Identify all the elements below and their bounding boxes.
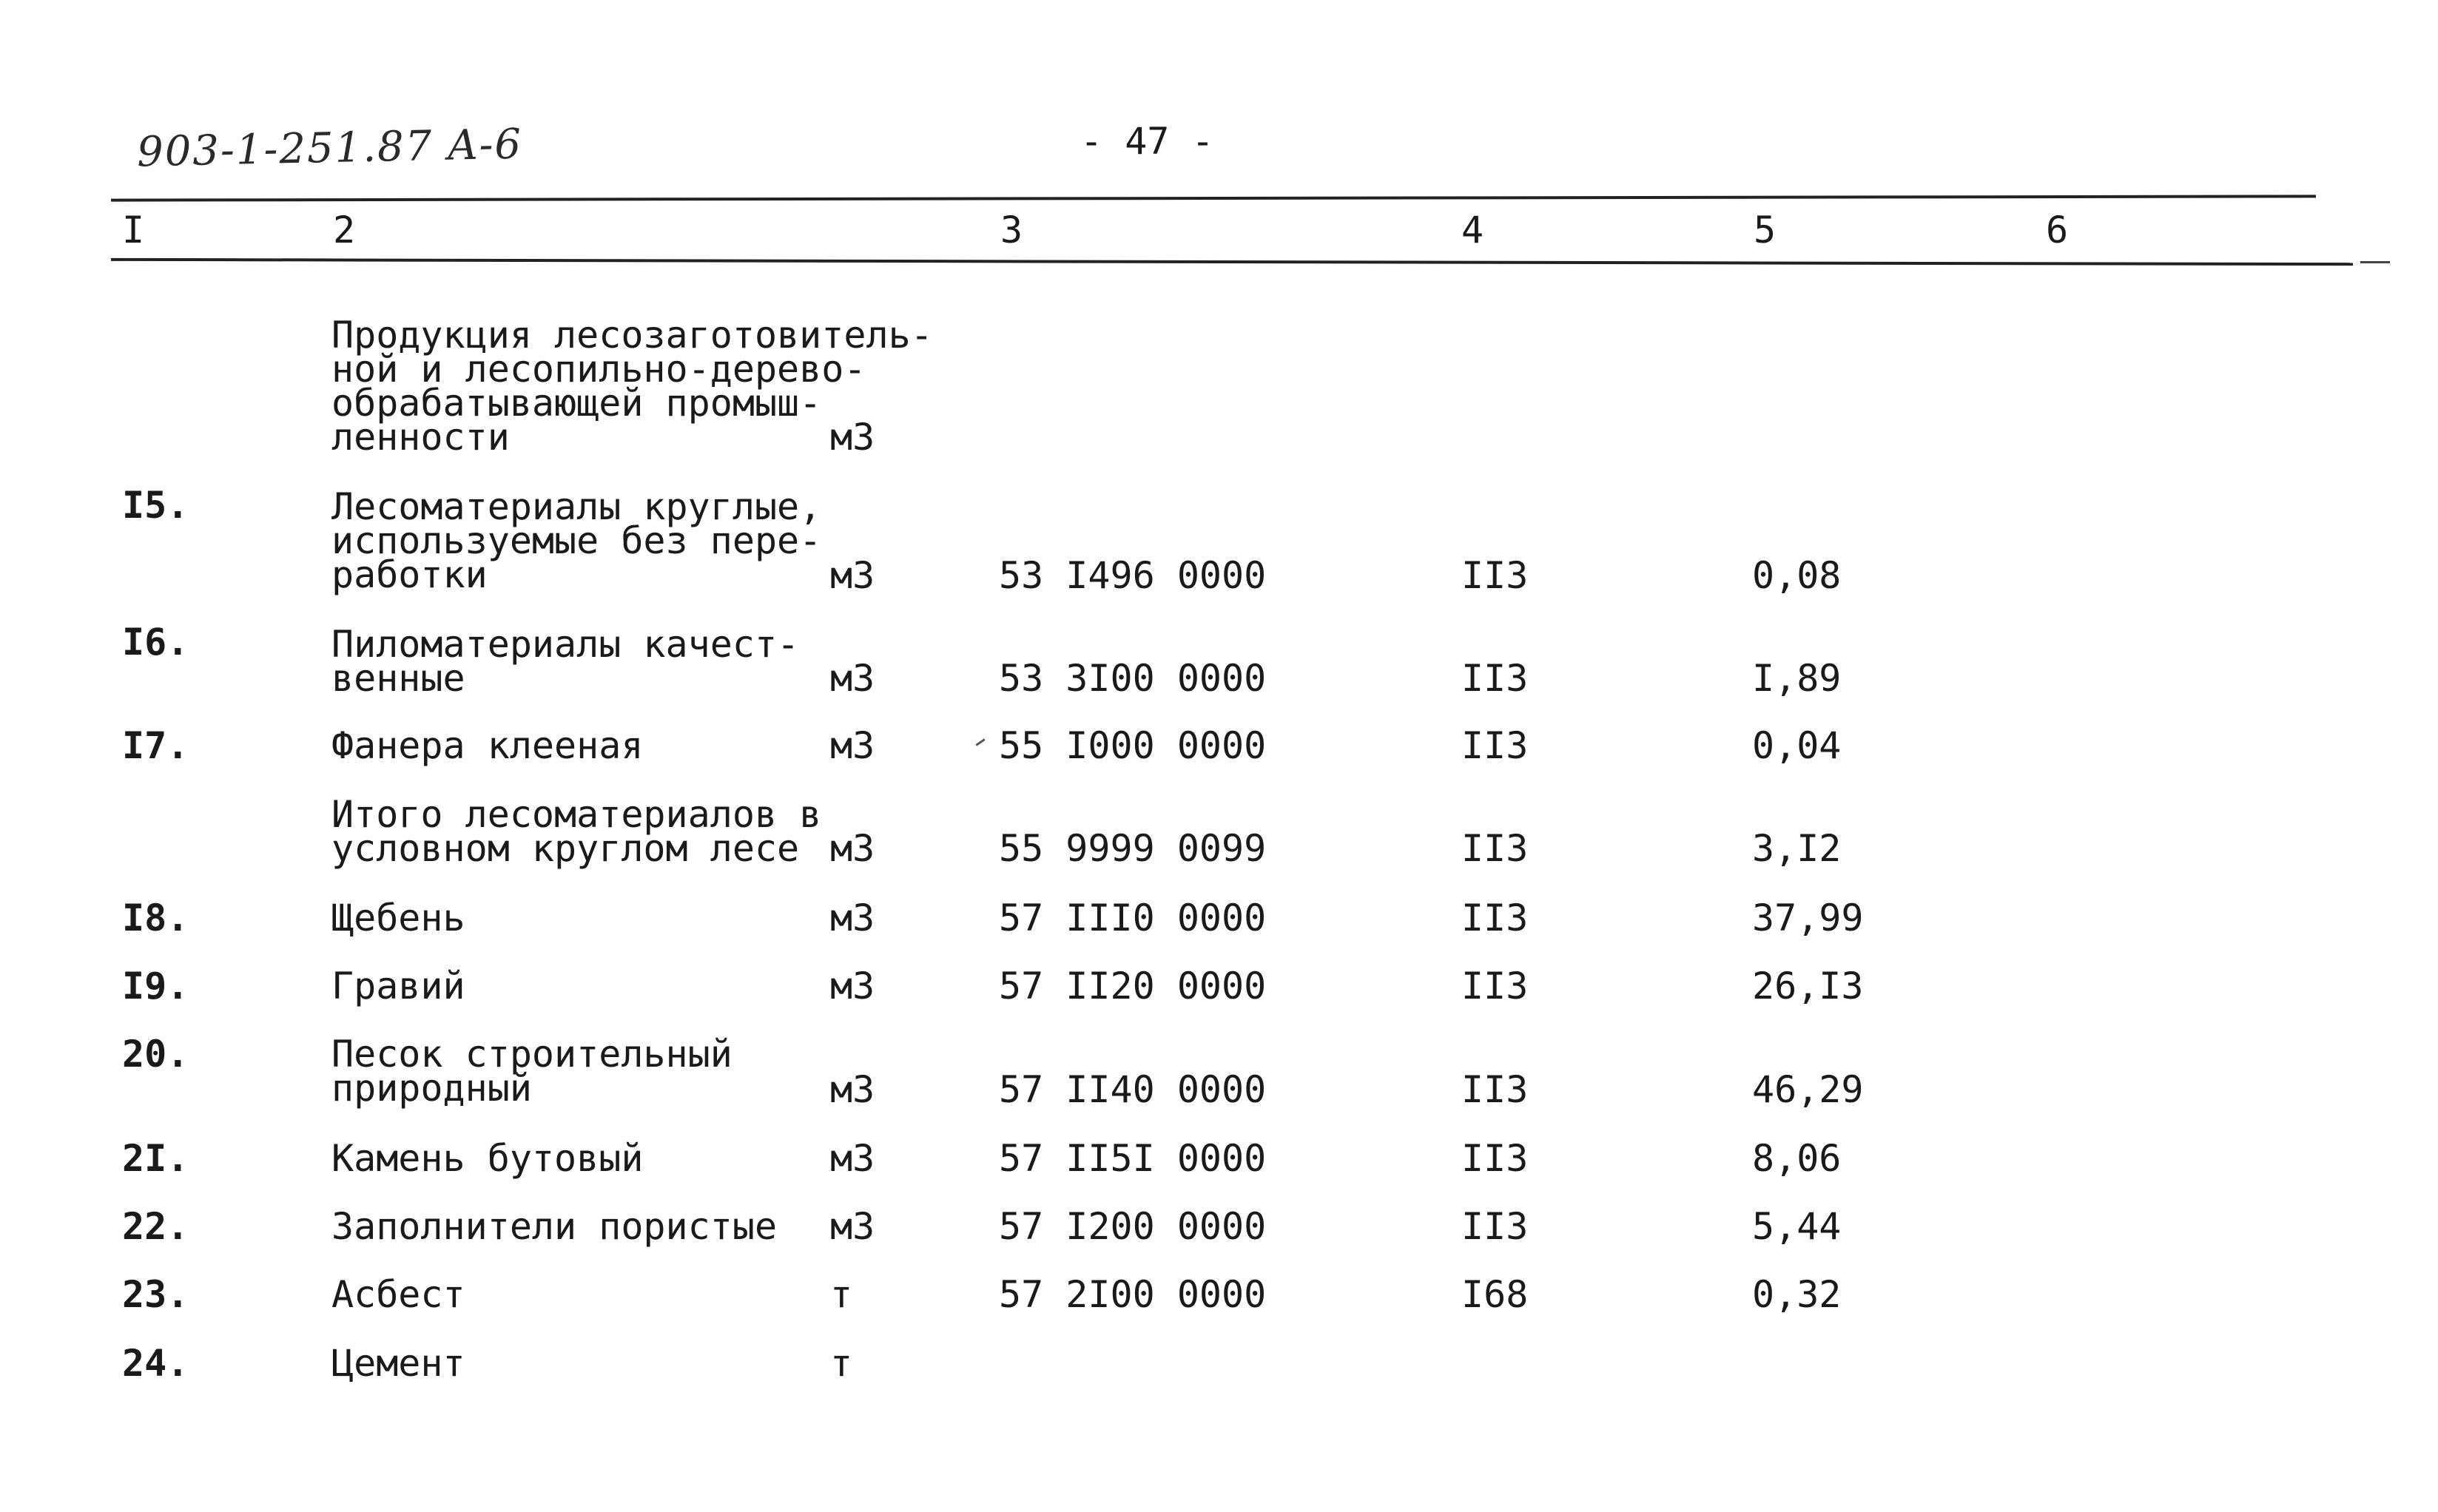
pen-tick-mark bbox=[975, 738, 985, 746]
doc-code-handwritten: 903-1-251.87 A-6 bbox=[136, 120, 523, 177]
row-unit: м3 bbox=[830, 416, 875, 459]
col-header-2: 2 bbox=[333, 209, 356, 252]
row-col4: II3 bbox=[1461, 965, 1529, 1008]
row-col4: II3 bbox=[1461, 554, 1529, 597]
row-name: Асбест bbox=[331, 1273, 465, 1316]
col-header-4: 4 bbox=[1461, 209, 1484, 252]
row-number: I7. bbox=[122, 724, 189, 767]
row-col5: 3,I2 bbox=[1752, 827, 1842, 870]
row-col5: 0,08 bbox=[1752, 554, 1842, 597]
row-unit: м3 bbox=[830, 554, 875, 597]
page-number: - 47 - bbox=[1080, 120, 1214, 163]
row-name: Фанера клееная bbox=[331, 724, 644, 767]
row-number: I5. bbox=[122, 484, 189, 527]
row-unit: м3 bbox=[830, 724, 875, 767]
table-top-rule bbox=[111, 195, 2316, 201]
row-col5: 26,I3 bbox=[1752, 965, 1864, 1008]
row-number: 23. bbox=[122, 1273, 189, 1316]
row-unit: м3 bbox=[830, 1137, 875, 1180]
col-header-6: 6 bbox=[2046, 209, 2069, 252]
row-name: Заполнители пористые bbox=[331, 1205, 778, 1248]
row-col4: II3 bbox=[1461, 1068, 1529, 1111]
row-col4: II3 bbox=[1461, 897, 1529, 939]
row-code: 55 I000 0000 bbox=[999, 724, 1267, 767]
row-code: 57 II40 0000 bbox=[999, 1068, 1267, 1111]
row-name: Песок строительный природный bbox=[331, 1033, 733, 1110]
row-unit: м3 bbox=[830, 965, 875, 1008]
row-code: 57 I200 0000 bbox=[999, 1205, 1267, 1248]
row-name: Камень бутовый bbox=[331, 1137, 644, 1180]
row-col5: 5,44 bbox=[1752, 1205, 1842, 1248]
row-col5: I,89 bbox=[1752, 657, 1842, 700]
table-header-rule-dash bbox=[2360, 261, 2390, 263]
row-name: Щебень bbox=[331, 897, 465, 939]
row-col4: II3 bbox=[1461, 827, 1529, 870]
row-code: 53 I496 0000 bbox=[999, 554, 1267, 597]
row-name: Пиломатериалы качест- венные bbox=[331, 623, 800, 700]
row-code: 55 9999 0099 bbox=[999, 827, 1267, 870]
row-number: I6. bbox=[122, 621, 189, 664]
col-header-5: 5 bbox=[1754, 209, 1777, 252]
row-col4: II3 bbox=[1461, 657, 1529, 700]
row-col5: 37,99 bbox=[1752, 897, 1864, 939]
col-header-3: 3 bbox=[1000, 209, 1023, 252]
row-code: 57 2I00 0000 bbox=[999, 1273, 1267, 1316]
row-col5: 8,06 bbox=[1752, 1137, 1842, 1180]
row-name: Итого лесоматериалов в условном круглом лесе bbox=[331, 793, 822, 870]
col-header-1: I bbox=[122, 209, 145, 252]
row-code: 57 II5I 0000 bbox=[999, 1137, 1267, 1180]
row-col5: 46,29 bbox=[1752, 1068, 1864, 1111]
row-code: 53 3I00 0000 bbox=[999, 657, 1267, 700]
row-name: Лесоматериалы круглые, используемые без пере- работки bbox=[331, 485, 822, 596]
row-code: 57 III0 0000 bbox=[999, 897, 1267, 939]
row-col4: II3 bbox=[1461, 1205, 1529, 1248]
row-code: 57 II20 0000 bbox=[999, 965, 1267, 1008]
row-unit: м3 bbox=[830, 827, 875, 870]
row-number: 24. bbox=[122, 1342, 189, 1385]
row-col4: II3 bbox=[1461, 724, 1529, 767]
row-col4: II3 bbox=[1461, 1137, 1529, 1180]
row-col5: 0,32 bbox=[1752, 1273, 1842, 1316]
row-name: Гравий bbox=[331, 965, 465, 1008]
row-number: 22. bbox=[122, 1205, 189, 1248]
row-unit: м3 bbox=[830, 657, 875, 700]
row-unit: м3 bbox=[830, 1068, 875, 1111]
row-unit: м3 bbox=[830, 1205, 875, 1248]
row-unit: т bbox=[830, 1273, 853, 1316]
row-col4: I68 bbox=[1461, 1273, 1529, 1316]
row-name: Цемент bbox=[331, 1342, 465, 1385]
row-unit: м3 bbox=[830, 897, 875, 939]
row-col5: 0,04 bbox=[1752, 724, 1842, 767]
row-number: 2I. bbox=[122, 1137, 189, 1180]
table-header-rule bbox=[111, 258, 2353, 266]
row-number: I9. bbox=[122, 965, 189, 1008]
row-number: 20. bbox=[122, 1033, 189, 1076]
row-name: Продукция лесозаготовитель- ной и лесопильно-дерево- обрабатывающей промыш- ленности bbox=[331, 314, 933, 459]
row-number: I8. bbox=[122, 897, 189, 939]
row-unit: т bbox=[830, 1342, 853, 1385]
